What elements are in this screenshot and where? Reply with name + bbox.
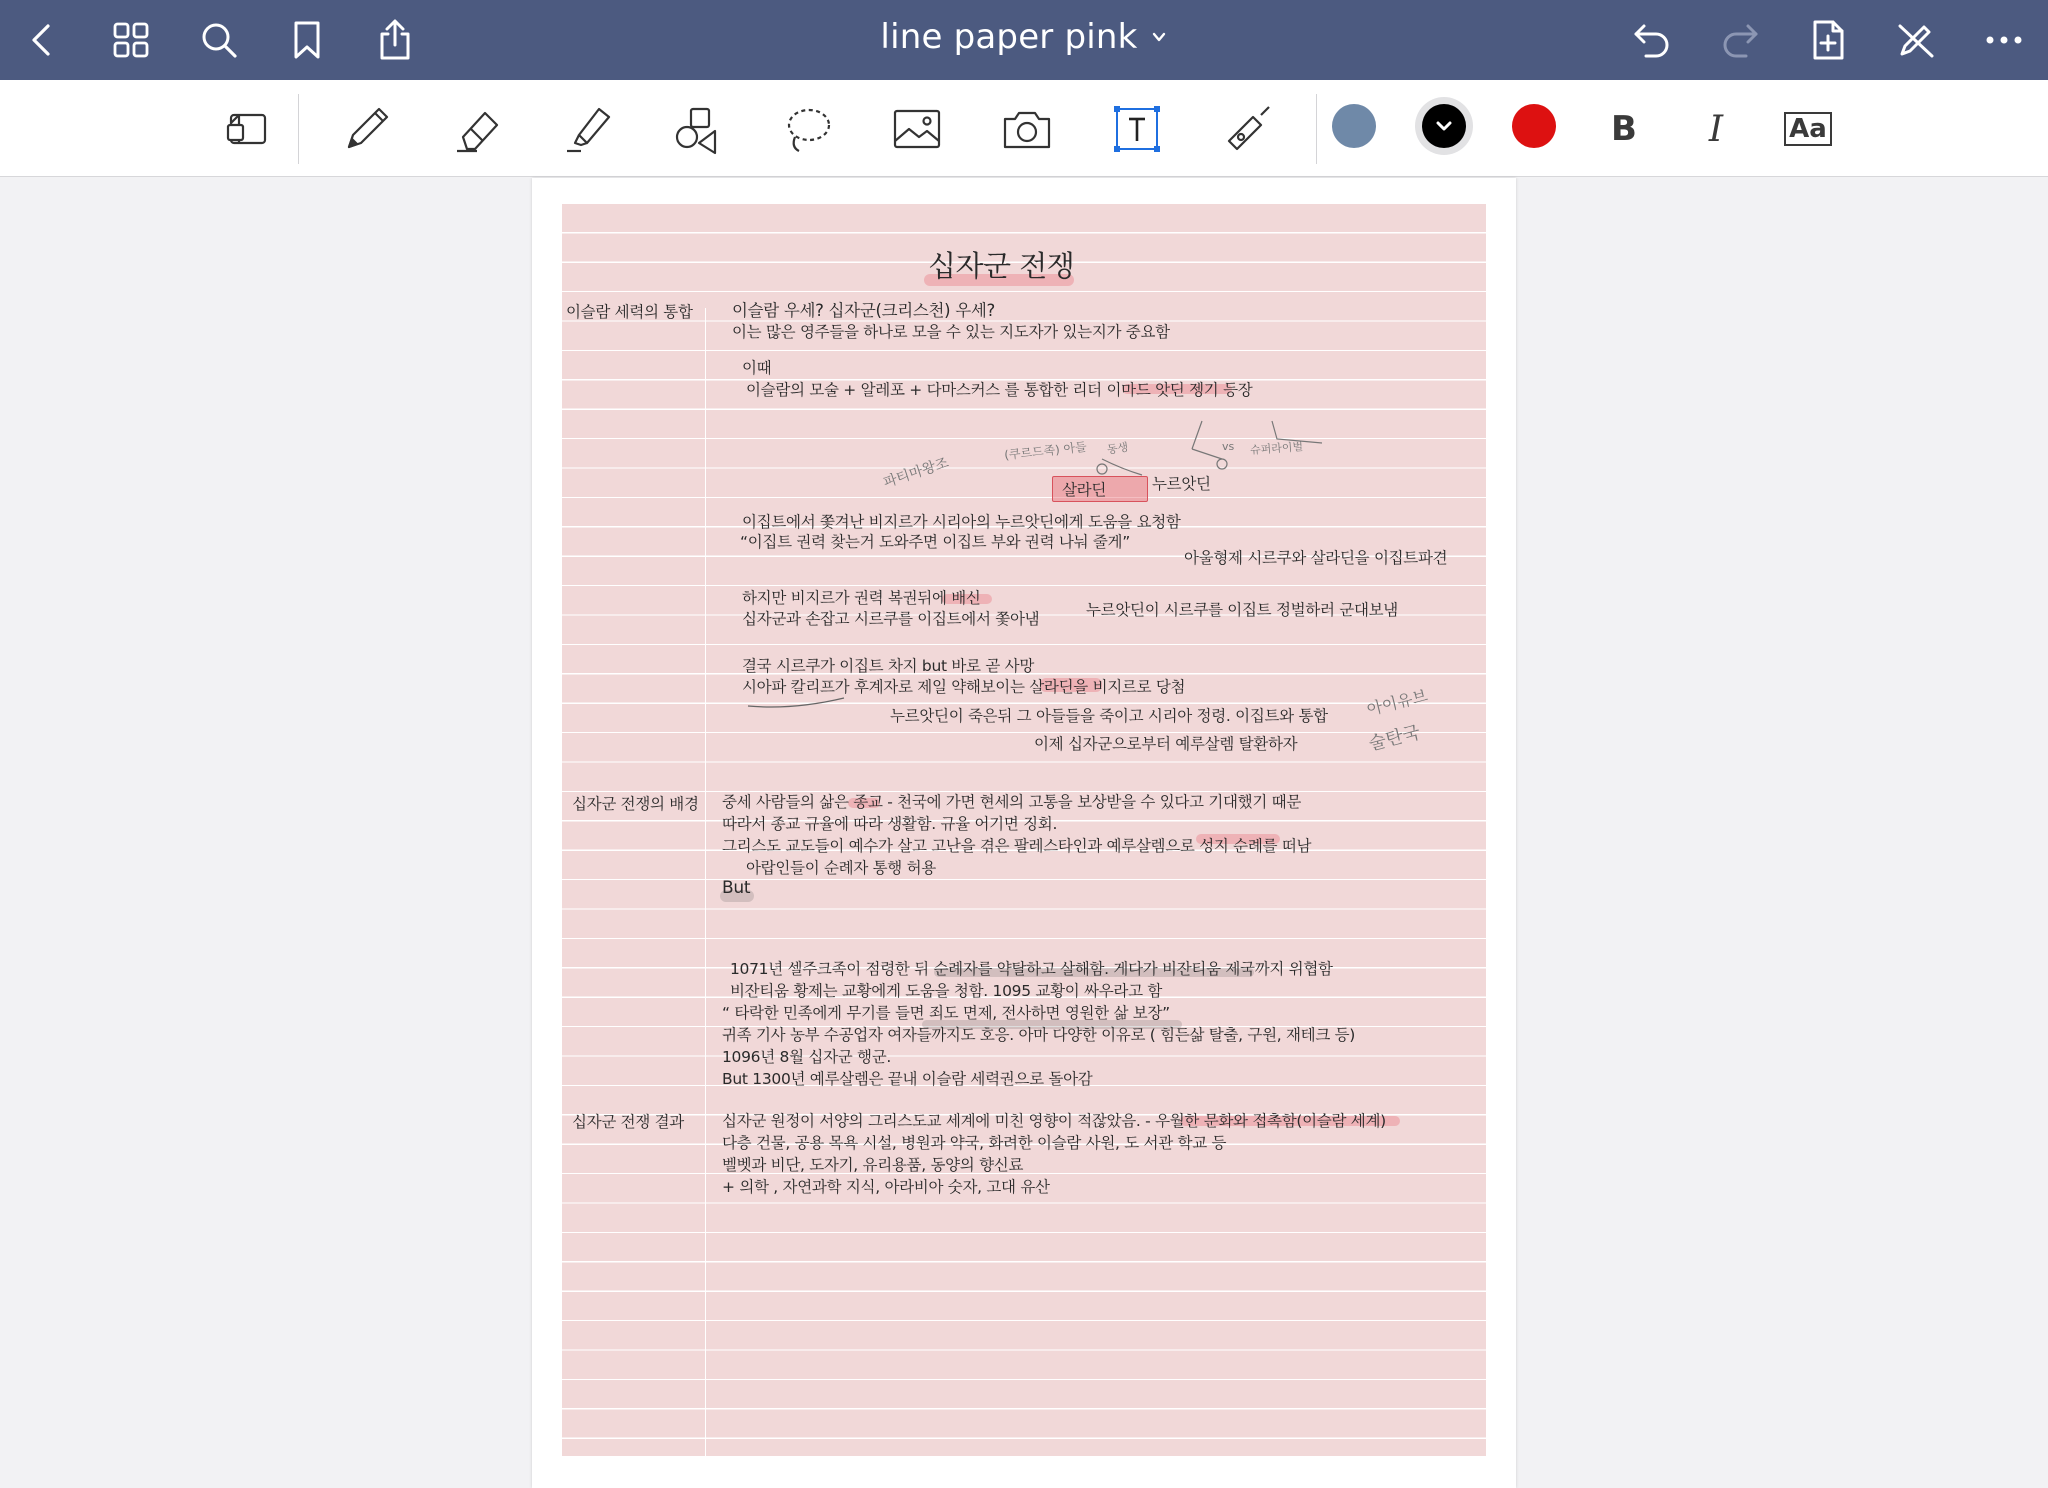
read-only-mode-button[interactable] xyxy=(1886,10,1946,70)
lined-paper xyxy=(562,204,1486,1456)
pen-tool[interactable] xyxy=(334,96,400,162)
chevron-down-icon xyxy=(1422,104,1466,148)
pencil-slash-icon xyxy=(1894,18,1938,62)
note-line: 1071년 셀주크족이 점령한 뒤 순례자를 약탈하고 살해함. 게다가 비잔티움 제국까지 위협함 xyxy=(730,960,1333,978)
note-line: But 1300년 예루살렘은 끝내 이슬람 세력권으로 돌아감 xyxy=(722,1070,1093,1088)
lasso-tool[interactable] xyxy=(774,96,840,162)
relationship-lines xyxy=(1042,419,1342,479)
annotation: 슈퍼라이벌 xyxy=(1249,440,1304,457)
italic-button[interactable]: I xyxy=(1708,108,1724,150)
note-line: “ 타락한 민족에게 무기를 들면 죄도 면제, 전사하면 영원한 삶 보장” xyxy=(722,1004,1170,1022)
notebook-page[interactable] xyxy=(532,178,1516,1488)
highlighter-icon xyxy=(559,101,615,157)
back-button[interactable] xyxy=(12,10,72,70)
toolbar-divider xyxy=(1316,94,1317,164)
note-line: 이집트에서 쫓겨난 비지르가 시리아의 누르앗딘에게 도움을 요청함 xyxy=(742,513,1181,531)
camera-tool[interactable] xyxy=(994,96,1060,162)
bookmark-button[interactable] xyxy=(277,10,337,70)
note-line: 아랍인들이 순례자 통행 허용 xyxy=(746,859,936,877)
top-navigation-bar xyxy=(0,0,2048,80)
share-button[interactable] xyxy=(365,10,425,70)
share-icon xyxy=(373,18,417,62)
note-line: 결국 시르쿠가 이집트 차지 but 바로 곧 사망 xyxy=(742,657,1034,675)
note-line: 귀족 기사 농부 수공업자 여자들까지도 호응. 아마 다양한 이유로 ( 힘든삶 탈출, 구원, 재테크 등) xyxy=(722,1026,1356,1044)
note-line: 이슬람 우세? 십자군(크리스천) 우세? xyxy=(732,301,995,320)
laser-pointer-tool[interactable] xyxy=(1214,96,1280,162)
camera-icon xyxy=(999,101,1055,157)
text-style-label: Aa xyxy=(1784,112,1832,146)
annotation: 동생 xyxy=(1106,440,1130,457)
thumbnails-button[interactable] xyxy=(101,10,161,70)
grid-icon xyxy=(109,18,153,62)
more-icon xyxy=(1982,18,2026,62)
undo-icon xyxy=(1630,18,1674,62)
note-line: 그리스도 교도들이 예수가 살고 고난을 겪은 팔레스타인과 예루살렘으로 성지 순례를 떠남 xyxy=(722,837,1312,855)
lasso-icon xyxy=(779,101,835,157)
chevron-left-icon xyxy=(20,18,64,62)
page-layout-icon xyxy=(219,101,275,157)
note-line: 벨벳과 비단, 도자기, 유리용품, 동양의 향신료 xyxy=(722,1156,1024,1174)
note-line: 이는 많은 영주들을 하나로 모을 수 있는 지도자가 있는지가 중요함 xyxy=(732,323,1170,341)
note-line: 1096년 8월 십자군 행군. xyxy=(722,1048,892,1066)
highlighter-tool[interactable] xyxy=(554,96,620,162)
note-line: 이제 십자군으로부터 예루살렘 탈환하자 xyxy=(1034,735,1298,753)
annotation: vs xyxy=(1222,440,1235,453)
search-button[interactable] xyxy=(189,10,249,70)
note-line: 이때 xyxy=(742,359,772,377)
underline-mark xyxy=(744,692,854,712)
chevron-down-icon xyxy=(1150,28,1168,46)
note-line: 십자군과 손잡고 시르쿠를 이집트에서 쫓아냄 xyxy=(742,610,1040,628)
tools-toolbar xyxy=(0,80,2048,177)
annotation: 파티마왕조 xyxy=(881,454,951,492)
shapes-tool[interactable] xyxy=(664,96,730,162)
redo-icon xyxy=(1718,18,1762,62)
document-title: line paper pink xyxy=(880,17,1138,57)
note-line: But xyxy=(722,878,751,898)
section-heading: 십자군 전쟁 결과 xyxy=(572,1113,684,1131)
margin-line xyxy=(705,308,706,1456)
add-page-icon xyxy=(1806,18,1850,62)
note-line: 아울형제 시르쿠와 살라딘을 이집트파견 xyxy=(1184,549,1448,567)
note-line: + 의학 , 자연과학 지식, 아라비아 숫자, 고대 유산 xyxy=(722,1178,1050,1196)
note-line: 시아파 칼리프가 후계자로 제일 약해보이는 살라딘을 비지르로 당첨 xyxy=(742,678,1186,696)
note-line: 이슬람의 모술 + 알레포 + 다마스커스 를 통합한 리더 이마드 앗딘 젱기 등장 xyxy=(746,381,1253,399)
annotation: 술탄국 xyxy=(1366,721,1423,755)
color-swatch-red[interactable] xyxy=(1512,104,1556,148)
note-line: 따라서 종교 규율에 따라 생활함. 규율 어기면 징회. xyxy=(722,815,1058,833)
pen-icon xyxy=(339,101,395,157)
document-title-menu[interactable] xyxy=(824,0,1224,74)
section-heading: 십자군 전쟁의 배경 xyxy=(572,795,699,813)
note-line: 다층 건물, 공용 목욕 시설, 병원과 약국, 화려한 이슬람 사원, 도 서관 학교 등 xyxy=(722,1134,1227,1152)
annotation: 아이유브 xyxy=(1364,685,1430,720)
note-line: 하지만 비지르가 권력 복권뒤에 배신 xyxy=(742,589,981,607)
color-swatch-black[interactable] xyxy=(1422,104,1466,148)
note-line: 비잔티움 황제는 교황에게 도움을 청함. 1095 교황이 싸우라고 함 xyxy=(730,982,1163,1000)
toolbar-divider xyxy=(298,94,299,164)
color-swatch-blue-gray[interactable] xyxy=(1332,104,1376,148)
text-tool[interactable] xyxy=(1104,96,1170,162)
more-button[interactable] xyxy=(1974,10,2034,70)
text-style-button[interactable] xyxy=(1776,96,1840,162)
image-icon xyxy=(889,101,945,157)
section-heading: 이슬람 세력의 통합 xyxy=(566,303,693,321)
note-line: 누르앗딘 xyxy=(1152,475,1211,493)
text-box-icon xyxy=(1109,101,1165,157)
add-page-button[interactable] xyxy=(1798,10,1858,70)
annotation: (쿠르드족) 아들 xyxy=(1003,439,1088,463)
image-tool[interactable] xyxy=(884,96,950,162)
bold-button[interactable]: B xyxy=(1611,109,1637,149)
bookmark-icon xyxy=(285,18,329,62)
note-line: 살라딘 xyxy=(1062,481,1107,499)
note-line: 누르앗딘이 시르쿠를 이집트 정벌하러 군대보냄 xyxy=(1086,601,1398,619)
eraser-tool[interactable] xyxy=(444,96,510,162)
shapes-icon xyxy=(669,101,725,157)
note-line: 중세 사람들의 삶은 종교 - 천국에 가면 현세의 고통을 보상받을 수 있다고 기대했기 때문 xyxy=(722,793,1302,811)
note-line: 십자군 원정이 서양의 그리스도교 세계에 미친 영향이 적잖았음. - 우월한 문화와 접촉함(이슬람 세계) xyxy=(722,1112,1386,1130)
page-layout-tool[interactable] xyxy=(214,96,280,162)
undo-button[interactable] xyxy=(1622,10,1682,70)
redo-button[interactable] xyxy=(1710,10,1770,70)
search-icon xyxy=(197,18,241,62)
note-line: 누르앗딘이 죽은뒤 그 아들들을 죽이고 시리아 정령. 이집트와 통합 xyxy=(890,707,1328,725)
note-line: “이집트 권력 찾는거 도와주면 이집트 부와 권력 나눠 줄게” xyxy=(740,533,1130,551)
laser-pointer-icon xyxy=(1219,101,1275,157)
note-title: 십자군 전쟁 xyxy=(928,249,1075,283)
eraser-icon xyxy=(449,101,505,157)
